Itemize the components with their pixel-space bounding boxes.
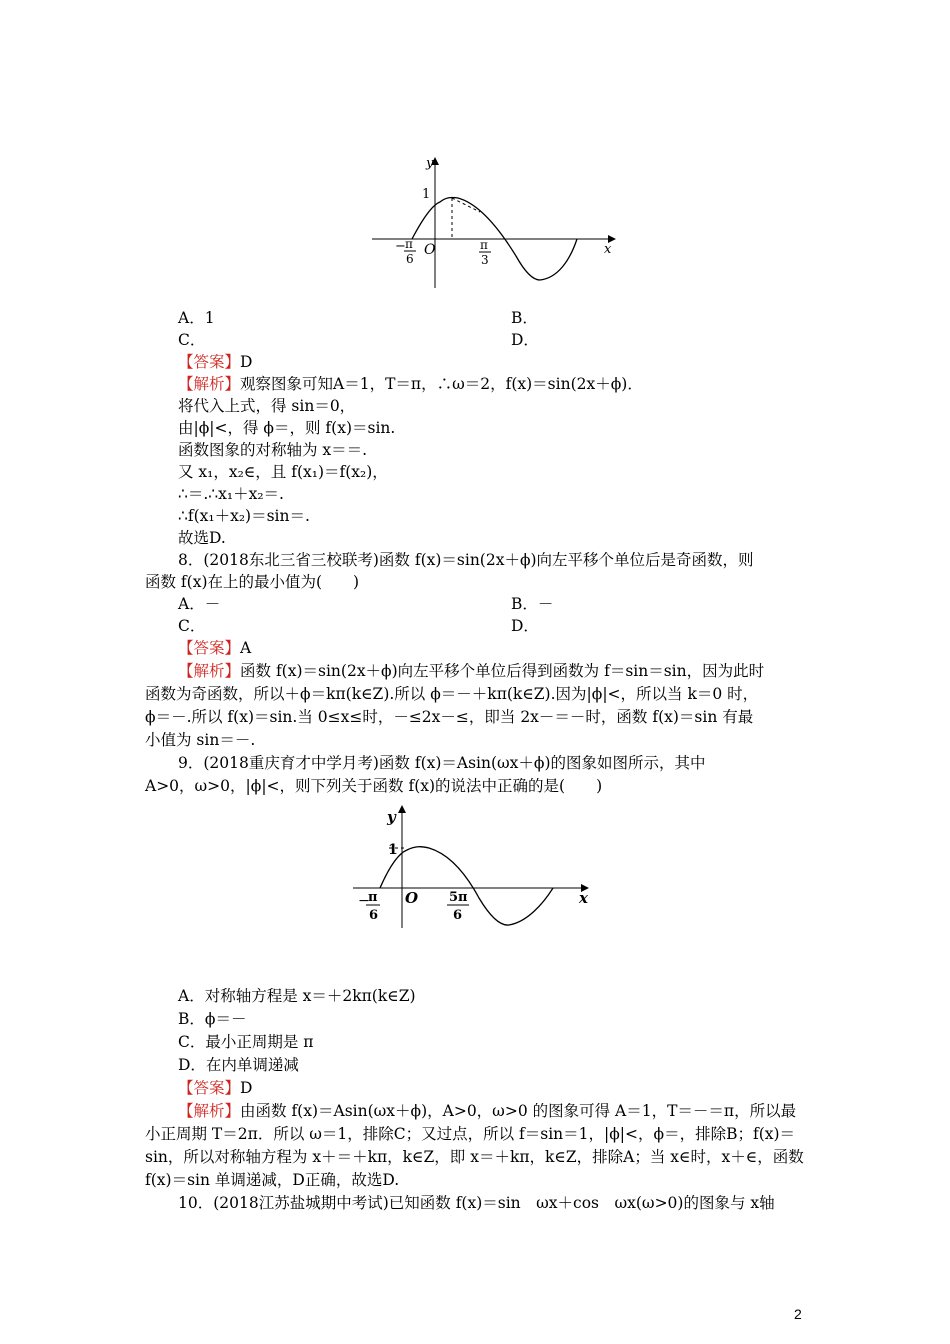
one-label: 1 (422, 187, 431, 202)
analysis-tag: 【解析】 (178, 375, 241, 393)
analysis-tag: 【解析】 (178, 1102, 241, 1120)
q7-answer (178, 351, 252, 373)
origin-label: O (424, 242, 436, 258)
analysis-text: 函数 f(x)＝sin(2x＋ϕ)向左平移个单位后得到函数为 f＝sin＝sin，因为此时 (240, 662, 765, 680)
q7-analysis-line-1 (178, 373, 643, 395)
q7-analysis-line: 函数图象的对称轴为 x＝＝. (178, 441, 368, 459)
q7-option-a: A．1 (178, 309, 215, 327)
y-label: y (426, 156, 434, 171)
q7-option-b: B． (511, 309, 538, 327)
x-label: x (579, 889, 588, 907)
left-tick-denominator: 6 (406, 252, 414, 266)
left-tick-denominator: 6 (369, 908, 379, 923)
dashed-top-line (452, 198, 480, 212)
q8-stem-line-1: 8．(2018东北三省三校联考)函数 f(x)＝sin(2x＋ϕ)向左平移个单位后是奇函数，则 (178, 551, 754, 569)
answer-tag: 【答案】 (178, 353, 241, 371)
right-tick-denominator: 6 (453, 908, 463, 923)
q7-analysis-line: 故选D. (178, 529, 226, 547)
q9-analysis-line: 小正周期 T＝2π．所以 ω＝1，排除C；又过点，所以 f＝sin＝1，|ϕ|<，ϕ＝，排除B；f(x)＝ (145, 1125, 796, 1143)
left-tick-sign: − (358, 893, 370, 909)
q8-analysis-line: ϕ＝－.所以 f(x)＝sin.当 0≤x≤时，－≤2x－≤，即当 2x－＝－时，函数 f(x)＝sin 有最 (145, 708, 754, 726)
y-label: y (387, 808, 396, 826)
analysis-text: 观察图象可知A＝1，T＝π，∴ω＝2，f(x)＝sin(2x＋ϕ)． (240, 375, 643, 393)
left-tick-numerator: π (405, 237, 413, 251)
analysis-tag: 【解析】 (178, 662, 241, 680)
q9-stem-line-1: 9．(2018重庆育才中学月考)函数 f(x)＝Asin(ωx＋ϕ)的图象如图所示，其中 (178, 754, 706, 772)
answer-value: D (240, 1079, 253, 1097)
q8-analysis-line: 小值为 sin＝－. (145, 731, 256, 749)
analysis-text: 由函数 f(x)＝Asin(ωx＋ϕ)，A>0，ω>0 的图象可得 A＝1，T＝－＝π，所以最 (240, 1102, 797, 1120)
q8-option-a: A．－ (178, 595, 221, 613)
origin-label: O (405, 889, 419, 907)
sine-graph-figure-2 (345, 800, 605, 930)
one-label: 1 (388, 842, 398, 858)
sine-curve (380, 847, 553, 925)
left-tick-sign: − (395, 239, 406, 254)
right-tick-numerator: 5π (449, 890, 468, 905)
page-number: 2 (794, 1306, 802, 1322)
answer-value: D (240, 353, 253, 371)
q7-analysis-line: 又 x₁，x₂∈，且 f(x₁)＝f(x₂)， (178, 463, 388, 481)
q7-option-d: D． (511, 331, 539, 349)
q9-option-b: B．ϕ＝－ (178, 1010, 247, 1028)
sine-graph-figure-1 (360, 150, 620, 290)
left-tick-numerator: π (368, 890, 378, 905)
q7-option-c: C． (178, 331, 206, 349)
q7-analysis-line: 由|ϕ|<，得 ϕ＝，则 f(x)＝sin. (178, 419, 396, 437)
q8-option-d: D． (511, 617, 539, 635)
x-label: x (604, 242, 612, 257)
q9-answer (178, 1077, 252, 1099)
q8-stem-line-2: 函数 f(x)在上的最小值为( ) (145, 573, 360, 591)
q9-analysis-line-1 (178, 1100, 796, 1122)
answer-value: A (240, 639, 252, 657)
q9-option-d: D．在内单调递减 (178, 1056, 299, 1074)
q9-option-c: C．最小正周期是 π (178, 1033, 314, 1051)
q7-analysis-line: ∴f(x₁＋x₂)＝sin＝. (178, 507, 310, 525)
y-axis-arrow (398, 805, 406, 813)
right-tick-denominator: 3 (481, 253, 489, 267)
q8-analysis-line-1 (178, 660, 764, 682)
q9-option-a: A．对称轴方程是 x＝＋2kπ(k∈Z) (178, 987, 416, 1005)
q7-analysis-line: ∴＝.∴x₁＋x₂＝. (178, 485, 284, 503)
q7-analysis-line: 将代入上式，得 sin＝0， (178, 397, 356, 415)
q8-answer (178, 637, 251, 659)
answer-tag: 【答案】 (178, 1079, 241, 1097)
answer-tag: 【答案】 (178, 639, 241, 657)
q8-option-b: B．－ (511, 595, 554, 613)
q9-analysis-line: sin，所以对称轴方程为 x＋＝＋kπ，k∈Z，即 x＝＋kπ，k∈Z，排除A；当 x∈时，x＋∈，函数 (145, 1148, 804, 1166)
q8-analysis-line: 函数为奇函数，所以＋ϕ＝kπ(k∈Z).所以 ϕ＝－＋kπ(k∈Z).因为|ϕ|<，所以当 k＝0 时， (145, 685, 759, 703)
right-tick-numerator: π (480, 238, 488, 252)
q9-analysis-line: f(x)＝sin 单调递减，D正确，故选D. (145, 1171, 400, 1189)
q9-stem-line-2: A>0，ω>0，|ϕ|<，则下列关于函数 f(x)的说法中正确的是( ) (145, 777, 603, 795)
q8-option-c: C． (178, 617, 206, 635)
q10-stem-line-1: 10．(2018江苏盐城期中考试)已知函数 f(x)＝sin ωx＋cos ωx(ω>0)的图象与 x轴 (178, 1194, 775, 1212)
